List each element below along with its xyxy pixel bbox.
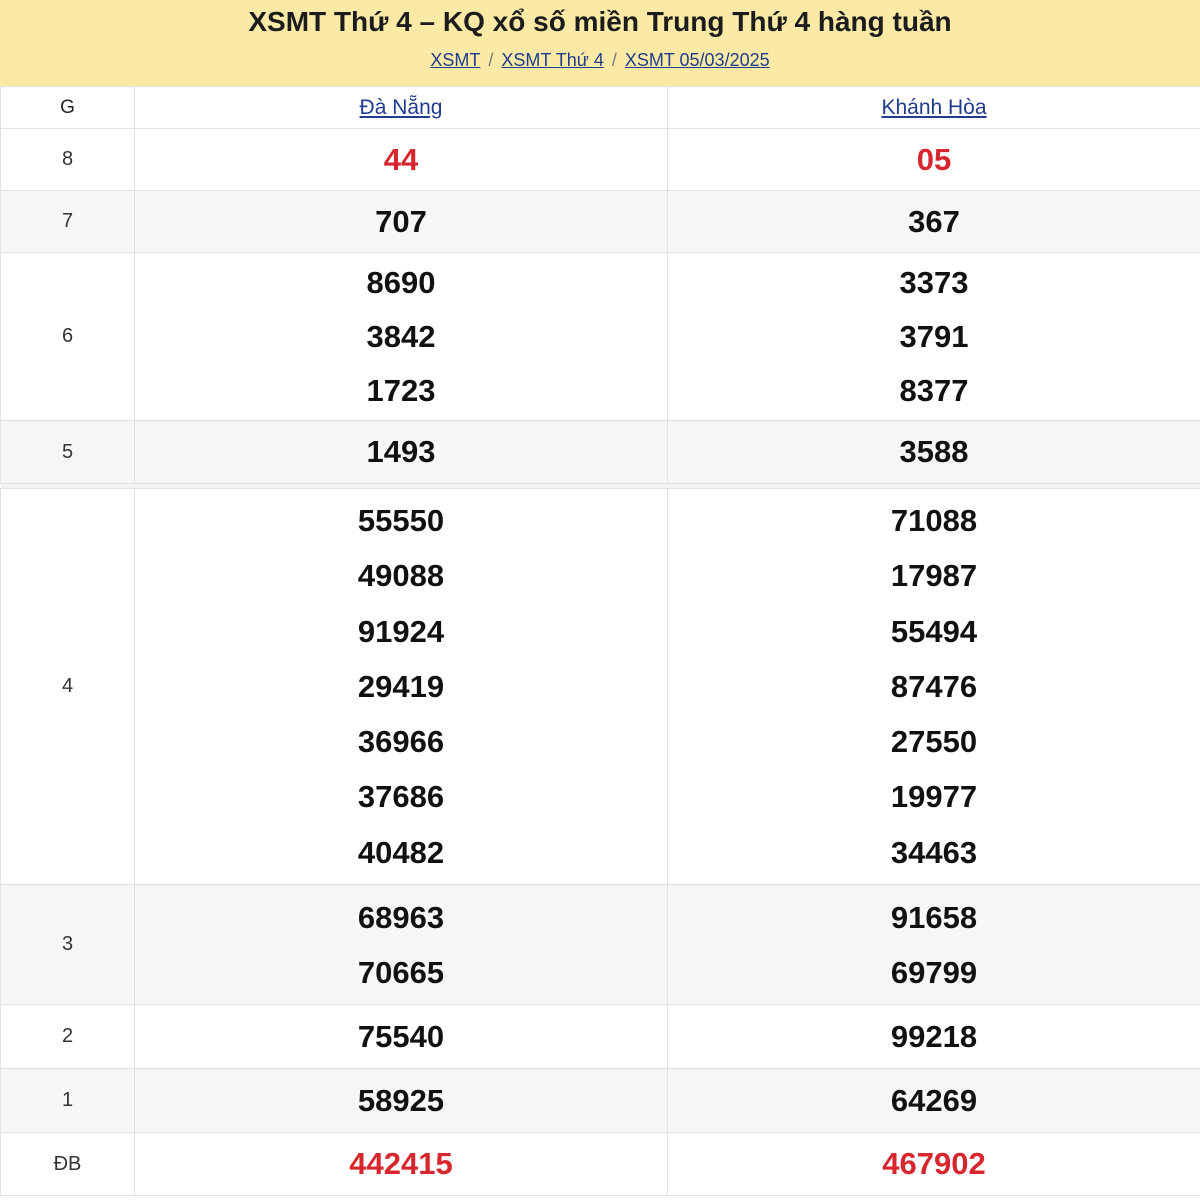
result-number: 64269	[890, 1082, 978, 1118]
result-cell-khanh-hoa	[668, 1069, 1200, 1133]
results-table	[0, 86, 1200, 1196]
breadcrumb-separator: /	[611, 50, 617, 70]
prize-label: 5	[1, 421, 135, 484]
breadcrumb-separator: /	[488, 50, 494, 70]
result-number: 19977	[890, 779, 978, 815]
result-cell-khanh-hoa	[668, 253, 1200, 421]
prize-row-8	[1, 129, 1200, 191]
result-number: 70665	[357, 954, 445, 990]
result-number: 8377	[899, 372, 969, 408]
result-number: 27550	[890, 724, 978, 760]
result-cell-da-nang	[135, 191, 668, 253]
prize-label: 1	[1, 1069, 135, 1133]
result-number: 36966	[357, 724, 445, 760]
result-number: 71088	[890, 502, 978, 538]
prize-label: 2	[1, 1005, 135, 1069]
result-cell-da-nang	[135, 1069, 668, 1133]
result-cell-da-nang	[135, 253, 668, 421]
prize-row-special	[1, 1133, 1200, 1196]
prize-label: 7	[1, 191, 135, 253]
result-number: 17987	[890, 558, 978, 594]
result-cell-khanh-hoa	[668, 129, 1200, 191]
result-cell-da-nang	[135, 1133, 668, 1196]
result-number: 68963	[357, 899, 445, 935]
result-number: 49088	[357, 558, 445, 594]
prize-row-4	[1, 489, 1200, 885]
result-number: 1493	[366, 434, 436, 469]
result-number: 8690	[366, 264, 436, 300]
result-cell-da-nang	[135, 129, 668, 191]
result-number: 55494	[890, 613, 978, 649]
page-title: XSMT Thứ 4 – KQ xổ số miền Trung Thứ 4 hàng tuần	[248, 6, 952, 37]
province-header-da-nang	[135, 87, 668, 129]
province-link-da-nang[interactable]: Đà Nẵng	[359, 95, 443, 119]
result-cell-da-nang	[135, 1005, 668, 1069]
result-cell-khanh-hoa	[668, 421, 1200, 484]
result-number: 1723	[366, 372, 436, 408]
result-number: 87476	[890, 668, 978, 704]
result-number: 3373	[899, 264, 969, 300]
result-number: 34463	[890, 834, 978, 870]
prize-column-header: G	[1, 87, 135, 129]
result-number: 69799	[890, 954, 978, 990]
prize-row-6	[1, 253, 1200, 421]
result-number: 40482	[357, 834, 445, 870]
result-cell-khanh-hoa	[668, 1133, 1200, 1196]
result-number: 55550	[357, 502, 445, 538]
result-number: 91924	[357, 613, 445, 649]
prize-label: ĐB	[1, 1133, 135, 1196]
result-cell-khanh-hoa	[668, 1005, 1200, 1069]
prize-label: 3	[1, 885, 135, 1005]
result-cell-khanh-hoa	[668, 885, 1200, 1005]
result-number: 3588	[899, 434, 969, 469]
prize-row-5	[1, 421, 1200, 484]
result-number: 3791	[899, 318, 969, 354]
prize-row-3	[1, 885, 1200, 1005]
result-number: 707	[375, 203, 427, 239]
result-cell-khanh-hoa	[668, 191, 1200, 253]
result-cell-khanh-hoa	[668, 489, 1200, 885]
prize-label: 8	[1, 129, 135, 191]
breadcrumb-link-xsmt-thu-4[interactable]: XSMT Thứ 4	[501, 50, 604, 70]
result-number: 05	[916, 141, 952, 177]
page-header	[0, 0, 1200, 86]
prize-row-7	[1, 191, 1200, 253]
result-number: 91658	[890, 899, 978, 935]
result-number: 37686	[357, 779, 445, 815]
result-cell-da-nang	[135, 885, 668, 1005]
result-number: 99218	[890, 1018, 978, 1054]
prize-label: 4	[1, 489, 135, 885]
result-number: 367	[908, 203, 960, 239]
result-number: 467902	[882, 1146, 986, 1181]
result-number: 75540	[357, 1018, 445, 1054]
result-number: 44	[383, 141, 419, 177]
result-number: 58925	[357, 1082, 445, 1118]
result-cell-da-nang	[135, 489, 668, 885]
prize-label: 6	[1, 253, 135, 421]
breadcrumb	[0, 49, 1200, 71]
breadcrumb-link-xsmt-date[interactable]: XSMT 05/03/2025	[624, 50, 770, 70]
prize-row-1	[1, 1069, 1200, 1133]
province-header-khanh-hoa	[668, 87, 1200, 129]
table-header-row	[1, 87, 1200, 129]
result-number: 29419	[357, 668, 445, 704]
result-number: 3842	[366, 318, 436, 354]
province-link-khanh-hoa[interactable]: Khánh Hòa	[881, 95, 987, 119]
prize-row-2	[1, 1005, 1200, 1069]
result-number: 442415	[349, 1146, 453, 1181]
result-cell-da-nang	[135, 421, 668, 484]
breadcrumb-link-xsmt[interactable]: XSMT	[430, 50, 481, 70]
